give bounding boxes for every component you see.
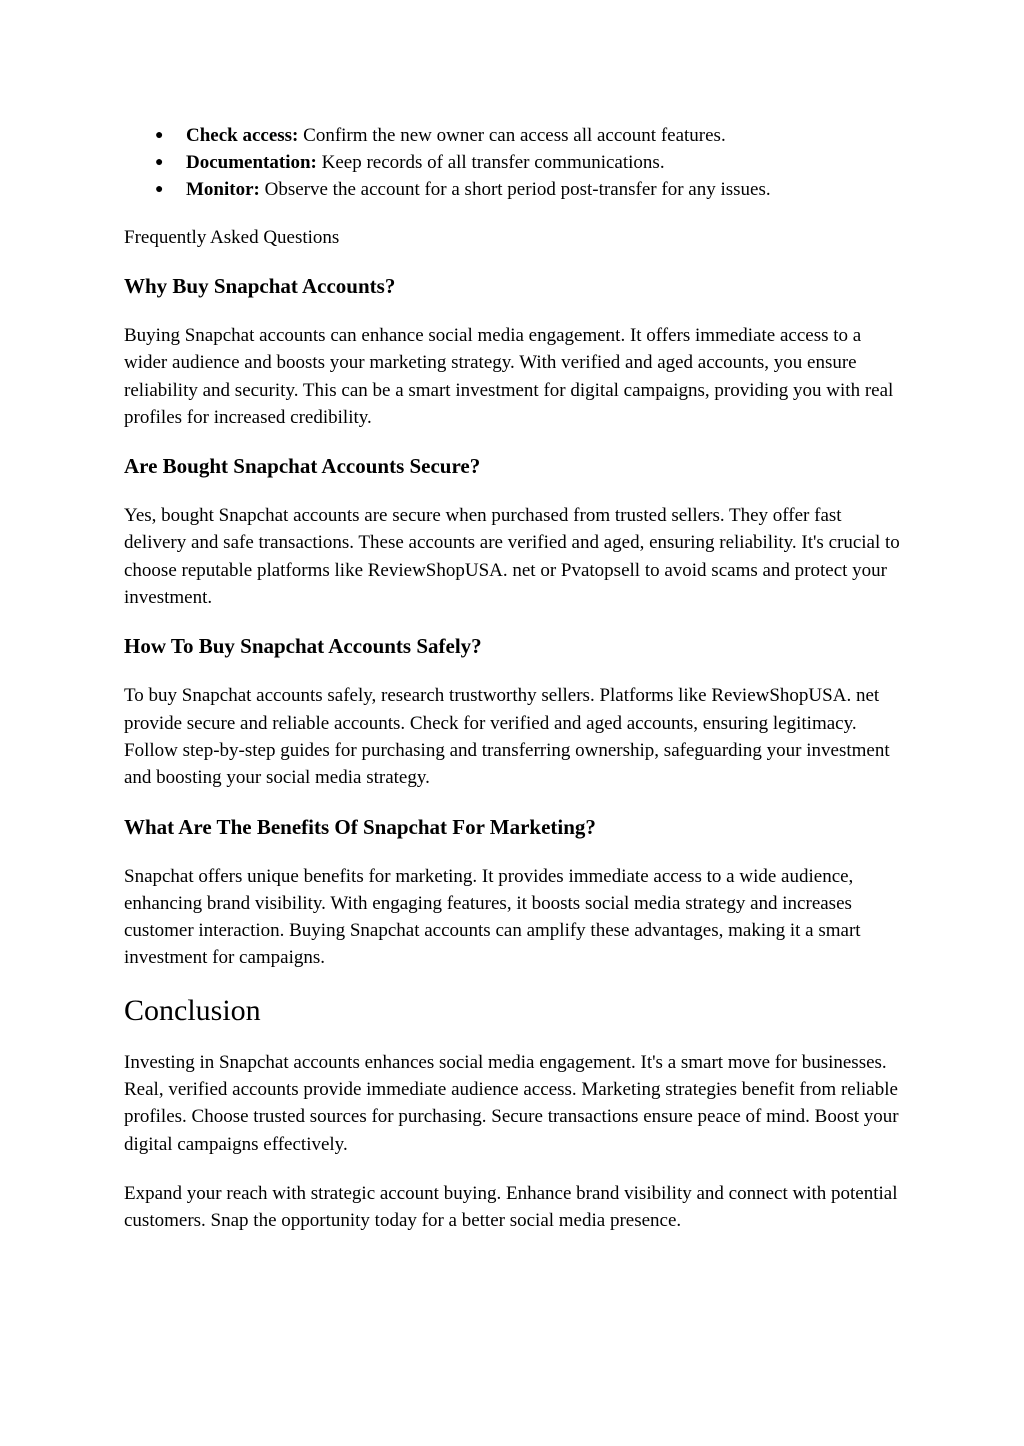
- faq-answer-paragraph: Yes, bought Snapchat accounts are secure when purchased from trusted sellers. They offer fast delivery and safe transactions. These accounts are verified and aged, ensuring reliability. It's crucial to choose reputable platforms like ReviewShopUSA. net or Pvatopsell to avoid scams and protect your investment.: [124, 505, 900, 609]
- bullet-icon: ●: [155, 155, 164, 170]
- list-item-text: Keep records of all transfer communications.: [316, 152, 665, 173]
- faq-question-heading: What Are The Benefits Of Snapchat For Marketing?: [124, 814, 596, 839]
- faq-answer-paragraph: To buy Snapchat accounts safely, research trustworthy sellers. Platforms like ReviewShopUSA. net provide secure and reliable accounts. Check for verified and aged accounts, ensuring legitimacy. Follow step-by-step guides for purchasing and transferring ownership, safeguarding your investment and boosting your social media strategy.: [124, 685, 890, 789]
- faq-question-heading: How To Buy Snapchat Accounts Safely?: [124, 634, 482, 659]
- list-item-term: Documentation:: [186, 152, 317, 173]
- list-item-term: Check access:: [186, 125, 299, 146]
- conclusion-paragraph: Expand your reach with strategic account buying. Enhance brand visibility and connect with potential customers. Snap the opportunity today for a better social media presence.: [124, 1182, 898, 1232]
- list-item: [124, 176, 904, 203]
- bullet-icon: ●: [155, 128, 164, 143]
- transfer-checklist: [124, 122, 904, 203]
- bullet-icon: ●: [155, 182, 164, 197]
- conclusion-heading: Conclusion: [124, 993, 261, 1027]
- document-page: [124, 122, 904, 1235]
- conclusion-paragraph: Investing in Snapchat accounts enhances social media engagement. It's a smart move for businesses. Real, verified accounts provide immediate audience access. Marketing strategies benefit from reliable profiles. Choose trusted sources for purchasing. Secure transactions ensure peace of mind. Boost your digital campaigns effectively.: [124, 1051, 899, 1155]
- faq-section-label: Frequently Asked Questions: [124, 227, 340, 248]
- list-item: [124, 122, 904, 149]
- list-item-term: Monitor:: [186, 179, 260, 200]
- list-item-text: Observe the account for a short period post-transfer for any issues.: [259, 179, 771, 200]
- faq-answer-paragraph: Buying Snapchat accounts can enhance social media engagement. It offers immediate access to a wider audience and boosts your marketing strategy. With verified and aged accounts, you ensure reliability and security. This can be a smart investment for digital campaigns, providing you with real profiles for increased credibility.: [124, 325, 894, 428]
- list-item-text: Confirm the new owner can access all account features.: [298, 125, 726, 146]
- faq-answer-paragraph: Snapchat offers unique benefits for marketing. It provides immediate access to a wide audience, enhancing brand visibility. With engaging features, it boosts social media strategy and increases customer interaction. Buying Snapchat accounts can amplify these advantages, making it a smart investment for campaigns.: [124, 865, 861, 969]
- faq-question-heading: Why Buy Snapchat Accounts?: [124, 274, 396, 298]
- list-item: [124, 149, 904, 176]
- faq-question-heading: Are Bought Snapchat Accounts Secure?: [124, 454, 481, 479]
